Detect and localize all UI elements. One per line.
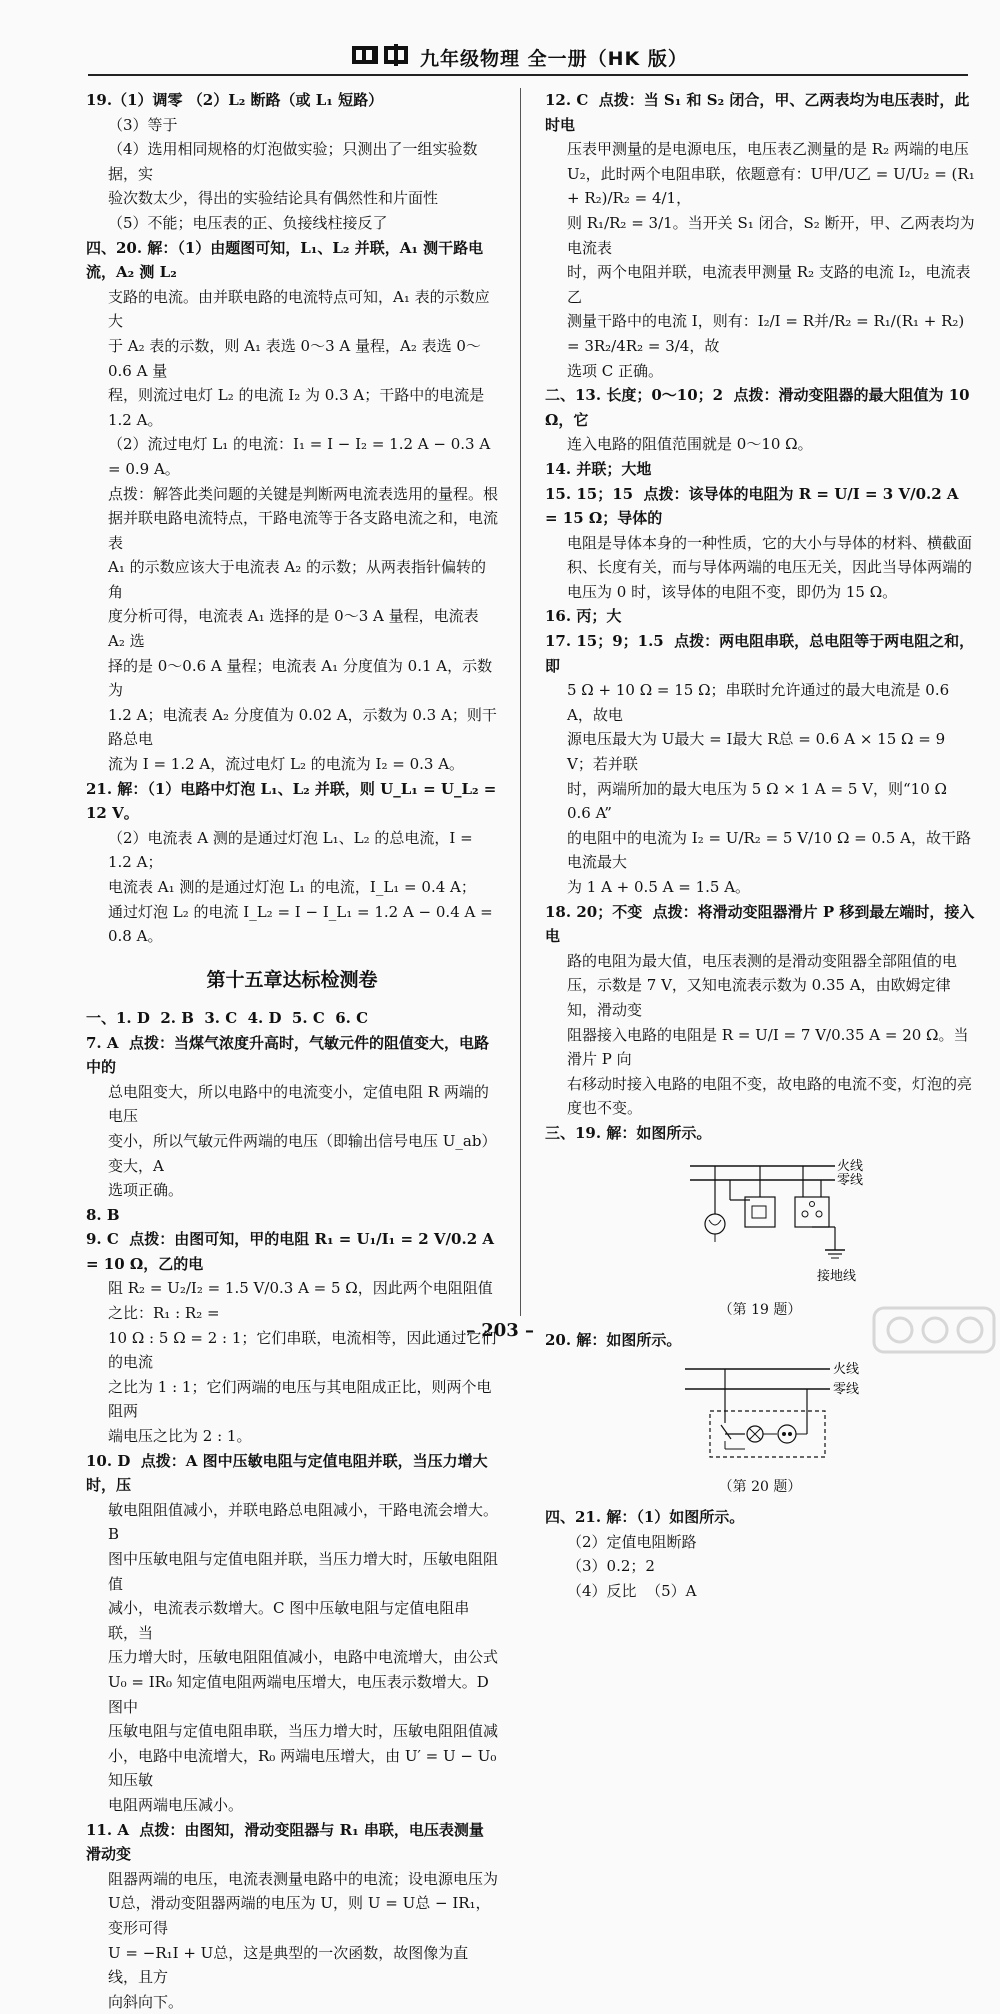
answer-line: 18. 20；不变 点拨：将滑动变阻器滑片 P 移到最左端时，接入电 <box>545 902 975 946</box>
label-live-wire-19: 火线 <box>837 1158 864 1174</box>
answer-line: 阻器两端的电压，电流表测量电路中的电流；设电源电压为 <box>108 1869 499 1888</box>
answer-line: 通过灯泡 L₂ 的电流 I_L₂ = I − I_L₁ = 1.2 A − 0.4 A = 0.8 A。 <box>108 902 498 946</box>
answer-line: 支路的电流。由并联电路的电流特点可知，A₁ 表的示数应大 <box>108 287 490 331</box>
answer-line: 点拨：解答此类问题的关键是判断两电流表选用的量程。根 <box>108 484 499 503</box>
answer-line: 图中压敏电阻与定值电阻并联，当压力增大时，压敏电阻阻值 <box>108 1550 499 1593</box>
answer-line: 电阻是导体本身的一种性质，它的大小与导体的材料、横截面 <box>567 533 973 552</box>
right-column <box>545 88 980 1604</box>
answer-line: 四、21. 解：（1）如图所示。 <box>545 1508 745 1527</box>
answer-line: 1.2 A。 <box>108 410 163 429</box>
answer-line: 一、1. D 2. B 3. C 4. D 5. C 6. C <box>86 1008 369 1027</box>
right-answers-part1 <box>545 88 980 1146</box>
answer-line: 电压为 0 时，该导体的电阻不变，即仍为 15 Ω。 <box>567 582 898 601</box>
answer-line: （2）电流表 A 测的是通过灯泡 L₁、L₂ 的总电流，I = 1.2 A； <box>108 828 478 872</box>
circuit-diagram-20 <box>545 1359 975 1469</box>
column-divider <box>520 88 521 1316</box>
answer-line: 减小，电流表示数增大。C 图中压敏电阻与定值电阻串联，当 <box>108 1599 470 1642</box>
answer-line: （3）0.2；2 <box>567 1557 655 1576</box>
answer-line: 度也不变。 <box>567 1099 643 1118</box>
left-column <box>86 88 502 2014</box>
caption-19: （第 19 题） <box>718 1302 802 1319</box>
page-header <box>88 40 968 76</box>
answer-line: 选项正确。 <box>108 1181 184 1200</box>
figure-20 <box>545 1359 975 1500</box>
answer-line: 源电压最大为 U最大 = I最大 R总 = 0.6 A × 15 Ω = 9 V；若并联 <box>567 730 950 774</box>
watermark-logo-icon <box>870 1300 1000 1360</box>
answer-line: （5）不能；电压表的正、负接线柱接反了 <box>108 213 388 232</box>
answer-line: 程，则流过电灯 L₂ 的电流 I₂ 为 0.3 A；干路中的电流是 <box>108 386 485 405</box>
answer-line: 阻 R₂ = U₂/I₂ = 1.5 V/0.3 A = 5 Ω，因此两个电阻阻值之比：R₁ : R₂ = <box>108 1279 493 1323</box>
answer-line: 20. 解：如图所示。 <box>545 1331 682 1350</box>
answer-line: 压，示数是 7 V，又知电流表示数为 0.35 A，由欧姆定律知，滑动变 <box>567 976 951 1019</box>
answer-line: 9. C 点拨：由图可知，甲的电阻 R₁ = U₁/I₁ = 2 V/0.2 A = 10 Ω，乙的电 <box>86 1230 500 1273</box>
answer-line: （4）选用相同规格的灯泡做实验；只测出了一组实验数据，实 <box>108 140 478 183</box>
answer-line: 之比为 1 : 1；它们两端的电压与其电阻成正比，则两个电阻两 <box>108 1377 492 1421</box>
answer-line: 右移动时接入电路的电阻不变，故电路的电流不变，灯泡的亮 <box>567 1074 973 1093</box>
answer-line: 17. 15；9；1.5 点拨：两电阻串联，总电阻等于两电阻之和，即 <box>545 632 975 675</box>
answer-line: A₁ 的示数应该大于电流表 A₂ 的示数；从两表指针偏转的角 <box>108 558 486 601</box>
answer-line: 小，电路中电流增大，R₀ 两端电压增大，由 U′ = U − U₀ 知压敏 <box>108 1746 502 1790</box>
answer-line: U = −R₁I + U总，这是典型的一次函数，故图像为直线，且方 <box>108 1943 469 1987</box>
answer-line: 为 1 A + 0.5 A = 1.5 A。 <box>567 878 751 896</box>
answer-line: 5 Ω + 10 Ω = 15 Ω；串联时允许通过的最大电流是 0.6 A，故电 <box>567 681 954 724</box>
answer-line: 压力增大时，压敏电阻阻值减小，电路中电流增大，由公式 <box>108 1648 499 1667</box>
answer-line: 电流表 A₁ 测的是通过灯泡 L₁ 的电流，I_L₁ = 0.4 A； <box>108 878 476 896</box>
answer-line: （2）定值电阻断路 <box>567 1532 697 1551</box>
right-answers-part2 <box>545 1505 975 1603</box>
page-number: – 203 – <box>465 1320 535 1341</box>
answer-line: 度分析可得，电流表 A₁ 选择的是 0～3 A 量程，电流表 A₂ 选 <box>108 607 484 651</box>
answer-line: 8. B <box>86 1205 120 1224</box>
answer-line: 于 A₂ 表的示数，则 A₁ 表选 0～3 A 量程，A₂ 表选 0～0.6 A 量 <box>108 336 481 380</box>
answer-line: 14. 并联；大地 <box>545 459 652 478</box>
answer-line: 的电阻中的电流为 I₂ = U/R₂ = 5 V/10 Ω = 0.5 A，故干路电流最大 <box>567 828 971 872</box>
answer-line: 11. A 点拨：由图知，滑动变阻器与 R₁ 串联，电压表测量滑动变 <box>86 1820 484 1864</box>
answer-line: 变小，所以气敏元件两端的电压（即输出信号电压 U_ab）变大，A <box>108 1131 497 1175</box>
label-live-wire-20: 火线 <box>833 1361 860 1377</box>
answer-line: 选项 C 正确。 <box>567 361 664 380</box>
answer-line: U₂，此时两个电阻串联，依题意有：U甲/U乙 = U/U₂ = (R₁ + R₂)/R₂ = 4/1， <box>567 164 980 208</box>
label-neutral-wire-20: 零线 <box>833 1381 860 1397</box>
caption-20: （第 20 题） <box>718 1479 802 1496</box>
label-ground-wire-19: 接地线 <box>817 1268 857 1284</box>
header-title: 九年级物理 全一册（HK 版） <box>420 48 688 70</box>
answer-line: 压表甲测量的是电源电压，电压表乙测量的是 R₂ 两端的电压 <box>567 140 969 159</box>
answer-line: U总，滑动变阻器两端的电压为 U，则 U = U总 − IR₁，变形可得 <box>108 1894 491 1937</box>
answer-line: 向斜向下。 <box>108 1992 184 2011</box>
answer-line: 压敏电阻与定值电阻串联，当压力增大时，压敏电阻阻值减 <box>108 1722 499 1741</box>
answer-line: 10. D 点拨：A 图中压敏电阻与定值电阻并联，当压力增大时，压 <box>86 1451 488 1495</box>
answer-line: 19.（1）调零 （2）L₂ 断路（或 L₁ 短路） <box>86 91 384 109</box>
answer-line: 二、13. 长度；0～10；2 点拨：滑动变阻器的最大阻值为 10 Ω，它 <box>545 386 975 429</box>
answer-line: 端电压之比为 2 : 1。 <box>108 1427 252 1446</box>
answer-line: （4）反比 （5）A <box>567 1582 697 1600</box>
answer-line: 总电阻变大，所以电路中的电流变小，定值电阻 R 两端的电压 <box>108 1082 489 1126</box>
answer-line: 敏电阻阻值减小，并联电路总电阻减小，干路电流会增大。B <box>108 1500 499 1544</box>
answer-line: 阻器接入电路的电阻是 R = U/I = 7 V/0.35 A = 20 Ω。当滑片 P 向 <box>567 1025 969 1069</box>
answer-line: （2）流过电灯 L₁ 的电流：I₁ = I − I₂ = 1.2 A − 0.3 A = 0.9 A。 <box>108 435 495 478</box>
answer-line: 7. A 点拨：当煤气浓度升高时，气敏元件的阻值变大，电路中的 <box>86 1033 489 1077</box>
answer-line: 连入电路的阻值范围就是 0～10 Ω。 <box>567 435 813 454</box>
circuit-diagram-19 <box>545 1152 975 1292</box>
answer-line: 积、长度有关，而与导体两端的电压无关，因此当导体两端的 <box>567 558 973 577</box>
answer-line: 则 R₁/R₂ = 3/1。当开关 S₁ 闭合，S₂ 断开，甲、乙两表均为电流表 <box>567 213 975 257</box>
left-answers-part1 <box>86 88 502 949</box>
answer-line: 三、19. 解：如图所示。 <box>545 1123 712 1142</box>
publisher-logo-icon <box>350 42 412 68</box>
answer-line: 四、20. 解：（1）由题图可知，L₁、L₂ 并联，A₁ 测干路电流，A₂ 测 L₂ <box>86 238 484 282</box>
answer-line: 流为 I = 1.2 A，流过电灯 L₂ 的电流为 I₂ = 0.3 A。 <box>108 755 465 774</box>
figure-19 <box>545 1152 975 1323</box>
answer-line: 10 Ω : 5 Ω = 2 : 1；它们串联，电流相等，因此通过它们的电流 <box>108 1328 497 1372</box>
answer-line: 21. 解：（1）电路中灯泡 L₁、L₂ 并联，则 U_L₁ = U_L₂ = 12 V。 <box>86 779 502 823</box>
answer-line: 12. C 点拨：当 S₁ 和 S₂ 闭合，甲、乙两表均为电压表时，此时电 <box>545 91 970 134</box>
label-neutral-wire-19: 零线 <box>837 1172 864 1188</box>
answer-line: 据并联电路电流特点，干路电流等于各支路电流之和，电流表 <box>108 509 499 552</box>
answer-line: 测量干路中的电流 I，则有：I₂/I = R并/R₂ = R₁/(R₁ + R₂) = 3R₂/4R₂ = 3/4，故 <box>567 312 970 355</box>
answer-line: 15. 15；15 点拨：该导体的电阻为 R = U/I = 3 V/0.2 A = 15 Ω；导体的 <box>545 484 964 528</box>
answer-line: U₀ = IR₀ 知定值电阻两端电压增大，电压表示数增大。D 图中 <box>108 1672 494 1716</box>
answer-line: 时，两个电阻并联，电流表甲测量 R₂ 支路的电流 I₂，电流表乙 <box>567 263 971 306</box>
answer-line: 电阻两端电压减小。 <box>108 1795 244 1814</box>
answer-line: （3）等于 <box>108 115 178 134</box>
answer-line: 路的电阻为最大值，电压表测的是滑动变阻器全部阻值的电 <box>567 951 958 970</box>
section-title: 第十五章达标检测卷 <box>206 968 378 991</box>
answer-line: 1.2 A；电流表 A₂ 分度值为 0.02 A，示数为 0.3 A；则干路总电 <box>108 705 497 749</box>
answer-line: 择的是 0～0.6 A 量程；电流表 A₁ 分度值为 0.1 A，示数为 <box>108 656 493 700</box>
answer-line: 16. 丙；大 <box>545 607 622 626</box>
answer-line: 验次数太少，得出的实验结论具有偶然性和片面性 <box>108 189 439 208</box>
answer-line: 时，两端所加的最大电压为 5 Ω × 1 A = 5 V，则“10 Ω 0.6 A” <box>567 779 957 823</box>
